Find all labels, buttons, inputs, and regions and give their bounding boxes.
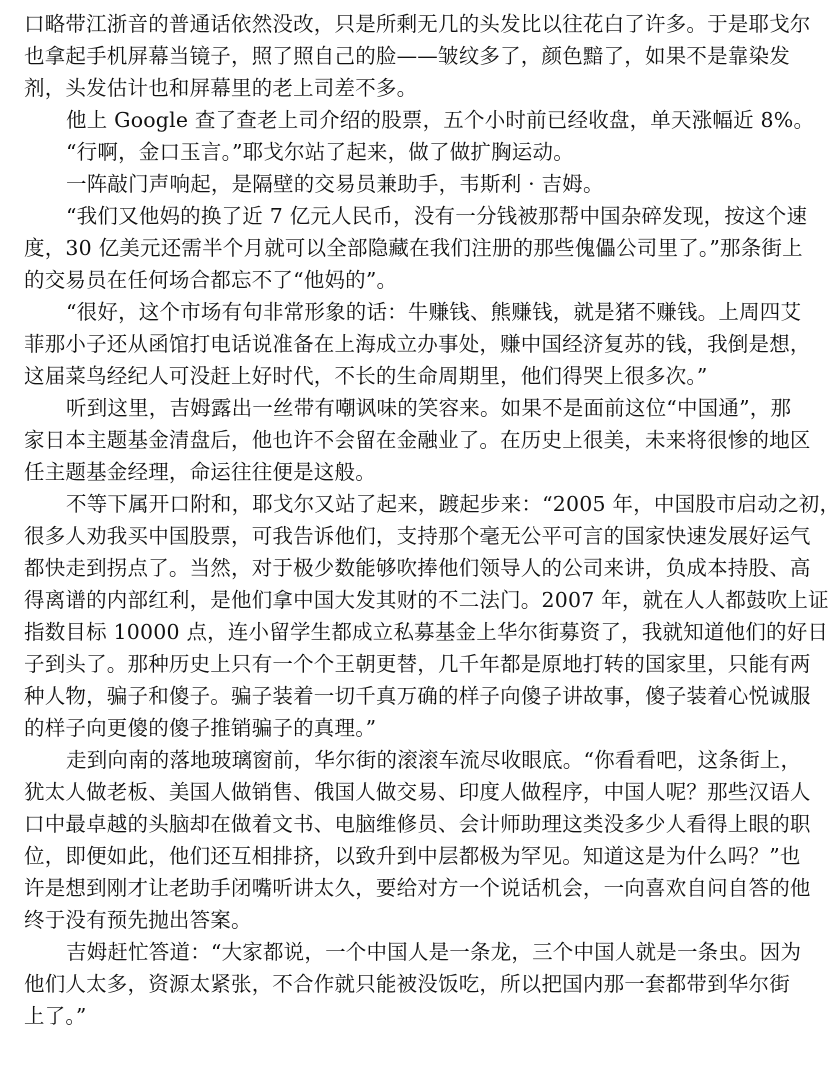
text-line: 菲那小子还从函馆打电话说准备在上海成立办事处，赚中国经济复苏的钱，我倒是想，: [24, 332, 811, 356]
text-line: 的交易员在任何场合都忘不了“他妈的”。: [24, 268, 398, 292]
text-line: 的样子向更傻的傻子推销骗子的真理。”: [24, 716, 377, 740]
text-line: 剂，头发估计也和屏幕里的老上司差不多。: [24, 76, 418, 100]
text-line: 度，30 亿美元还需半个月就可以全部隐藏在我们注册的那些傀儡公司里了。”那条街上: [24, 236, 803, 260]
text-line: 犹太人做老板、美国人做销售、俄国人做交易、印度人做程序，中国人呢？那些汉语人: [24, 780, 811, 804]
text-line: “行啊，金口玉言。”耶戈尔站了起来，做了做扩胸运动。: [66, 140, 574, 164]
text-line: 听到这里，吉姆露出一丝带有嘲讽味的笑容来。如果不是面前这位“中国通”，那: [66, 396, 792, 420]
text-line: 家日本主题基金清盘后，他也许不会留在金融业了。在历史上很美，未来将很惨的地区: [24, 428, 811, 452]
text-line: 位，即便如此，他们还互相排挤，以致升到中层都极为罕见。知道这是为什么吗？”也: [24, 844, 801, 868]
text-line: 任主题基金经理，命运往往便是这般。: [24, 460, 376, 484]
text-line: 上了。”: [24, 1004, 87, 1028]
text-line: “我们又他妈的换了近 7 亿元人民币，没有一分钱被那帮中国杂碎发现，按这个速: [66, 204, 808, 228]
text-line: 口略带江浙音的普通话依然没改，只是所剩无几的头发比以往花白了许多。于是耶戈尔: [24, 12, 811, 36]
text-line: 他们人太多，资源太紧张，不合作就只能被没饭吃，所以把国内那一套都带到华尔街: [24, 972, 790, 996]
text-line: 种人物，骗子和傻子。骗子装着一切千真万确的样子向傻子讲故事，傻子装着心悦诚服: [24, 684, 811, 708]
text-line: 不等下属开口附和，耶戈尔又站了起来，踱起步来：“2005 年，中国股市启动之初，: [66, 492, 840, 516]
text-line: 许是想到刚才让老助手闭嘴听讲太久，要给对方一个说话机会，一向喜欢自问自答的他: [24, 876, 811, 900]
text-line: 吉姆赶忙答道：“大家都说，一个中国人是一条龙，三个中国人就是一条虫。因为: [66, 940, 802, 964]
text-line: 口中最卓越的头脑却在做着文书、电脑维修员、会计师助理这类没多少人看得上眼的职: [24, 812, 811, 836]
text-line: 都快走到拐点了。当然，对于极少数能够吹捧他们领导人的公司来讲，负成本持股、高: [24, 556, 811, 580]
text-line: 走到向南的落地玻璃窗前，华尔街的滚滚车流尽收眼底。“你看看吧，这条街上，: [66, 748, 802, 772]
text-line: 很多人劝我买中国股票，可我告诉他们，支持那个毫无公平可言的国家快速发展好运气: [24, 524, 811, 548]
text-line: 也拿起手机屏幕当镜子，照了照自己的脸——皱纹多了，颜色黯了，如果不是靠染发: [24, 44, 790, 68]
text-line: 得离谱的内部红利，是他们拿中国大发其财的不二法门。2007 年，就在人人都鼓吹上证: [24, 588, 829, 612]
text-line: 一阵敲门声响起，是隔壁的交易员兼助手，韦斯利 · 吉姆。: [66, 172, 604, 196]
text-line: 指数目标 10000 点，连小留学生都成立私募基金上华尔街募资了，我就知道他们的好日: [24, 620, 829, 644]
text-line: 终于没有预先抛出答案。: [24, 908, 252, 932]
text-line: 这届菜鸟经纪人可没赶上好时代，不长的生命周期里，他们得哭上很多次。”: [24, 364, 708, 388]
text-line: 子到头了。那种历史上只有一个个王朝更替，几千年都是原地打转的国家里，只能有两: [24, 652, 811, 676]
text-line: 他上 Google 查了查老上司介绍的股票，五个小时前已经收盘，单天涨幅近 8%。: [66, 108, 815, 132]
text-line: “很好，这个市场有句非常形象的话：牛赚钱、熊赚钱，就是猪不赚钱。上周四艾: [66, 300, 802, 324]
